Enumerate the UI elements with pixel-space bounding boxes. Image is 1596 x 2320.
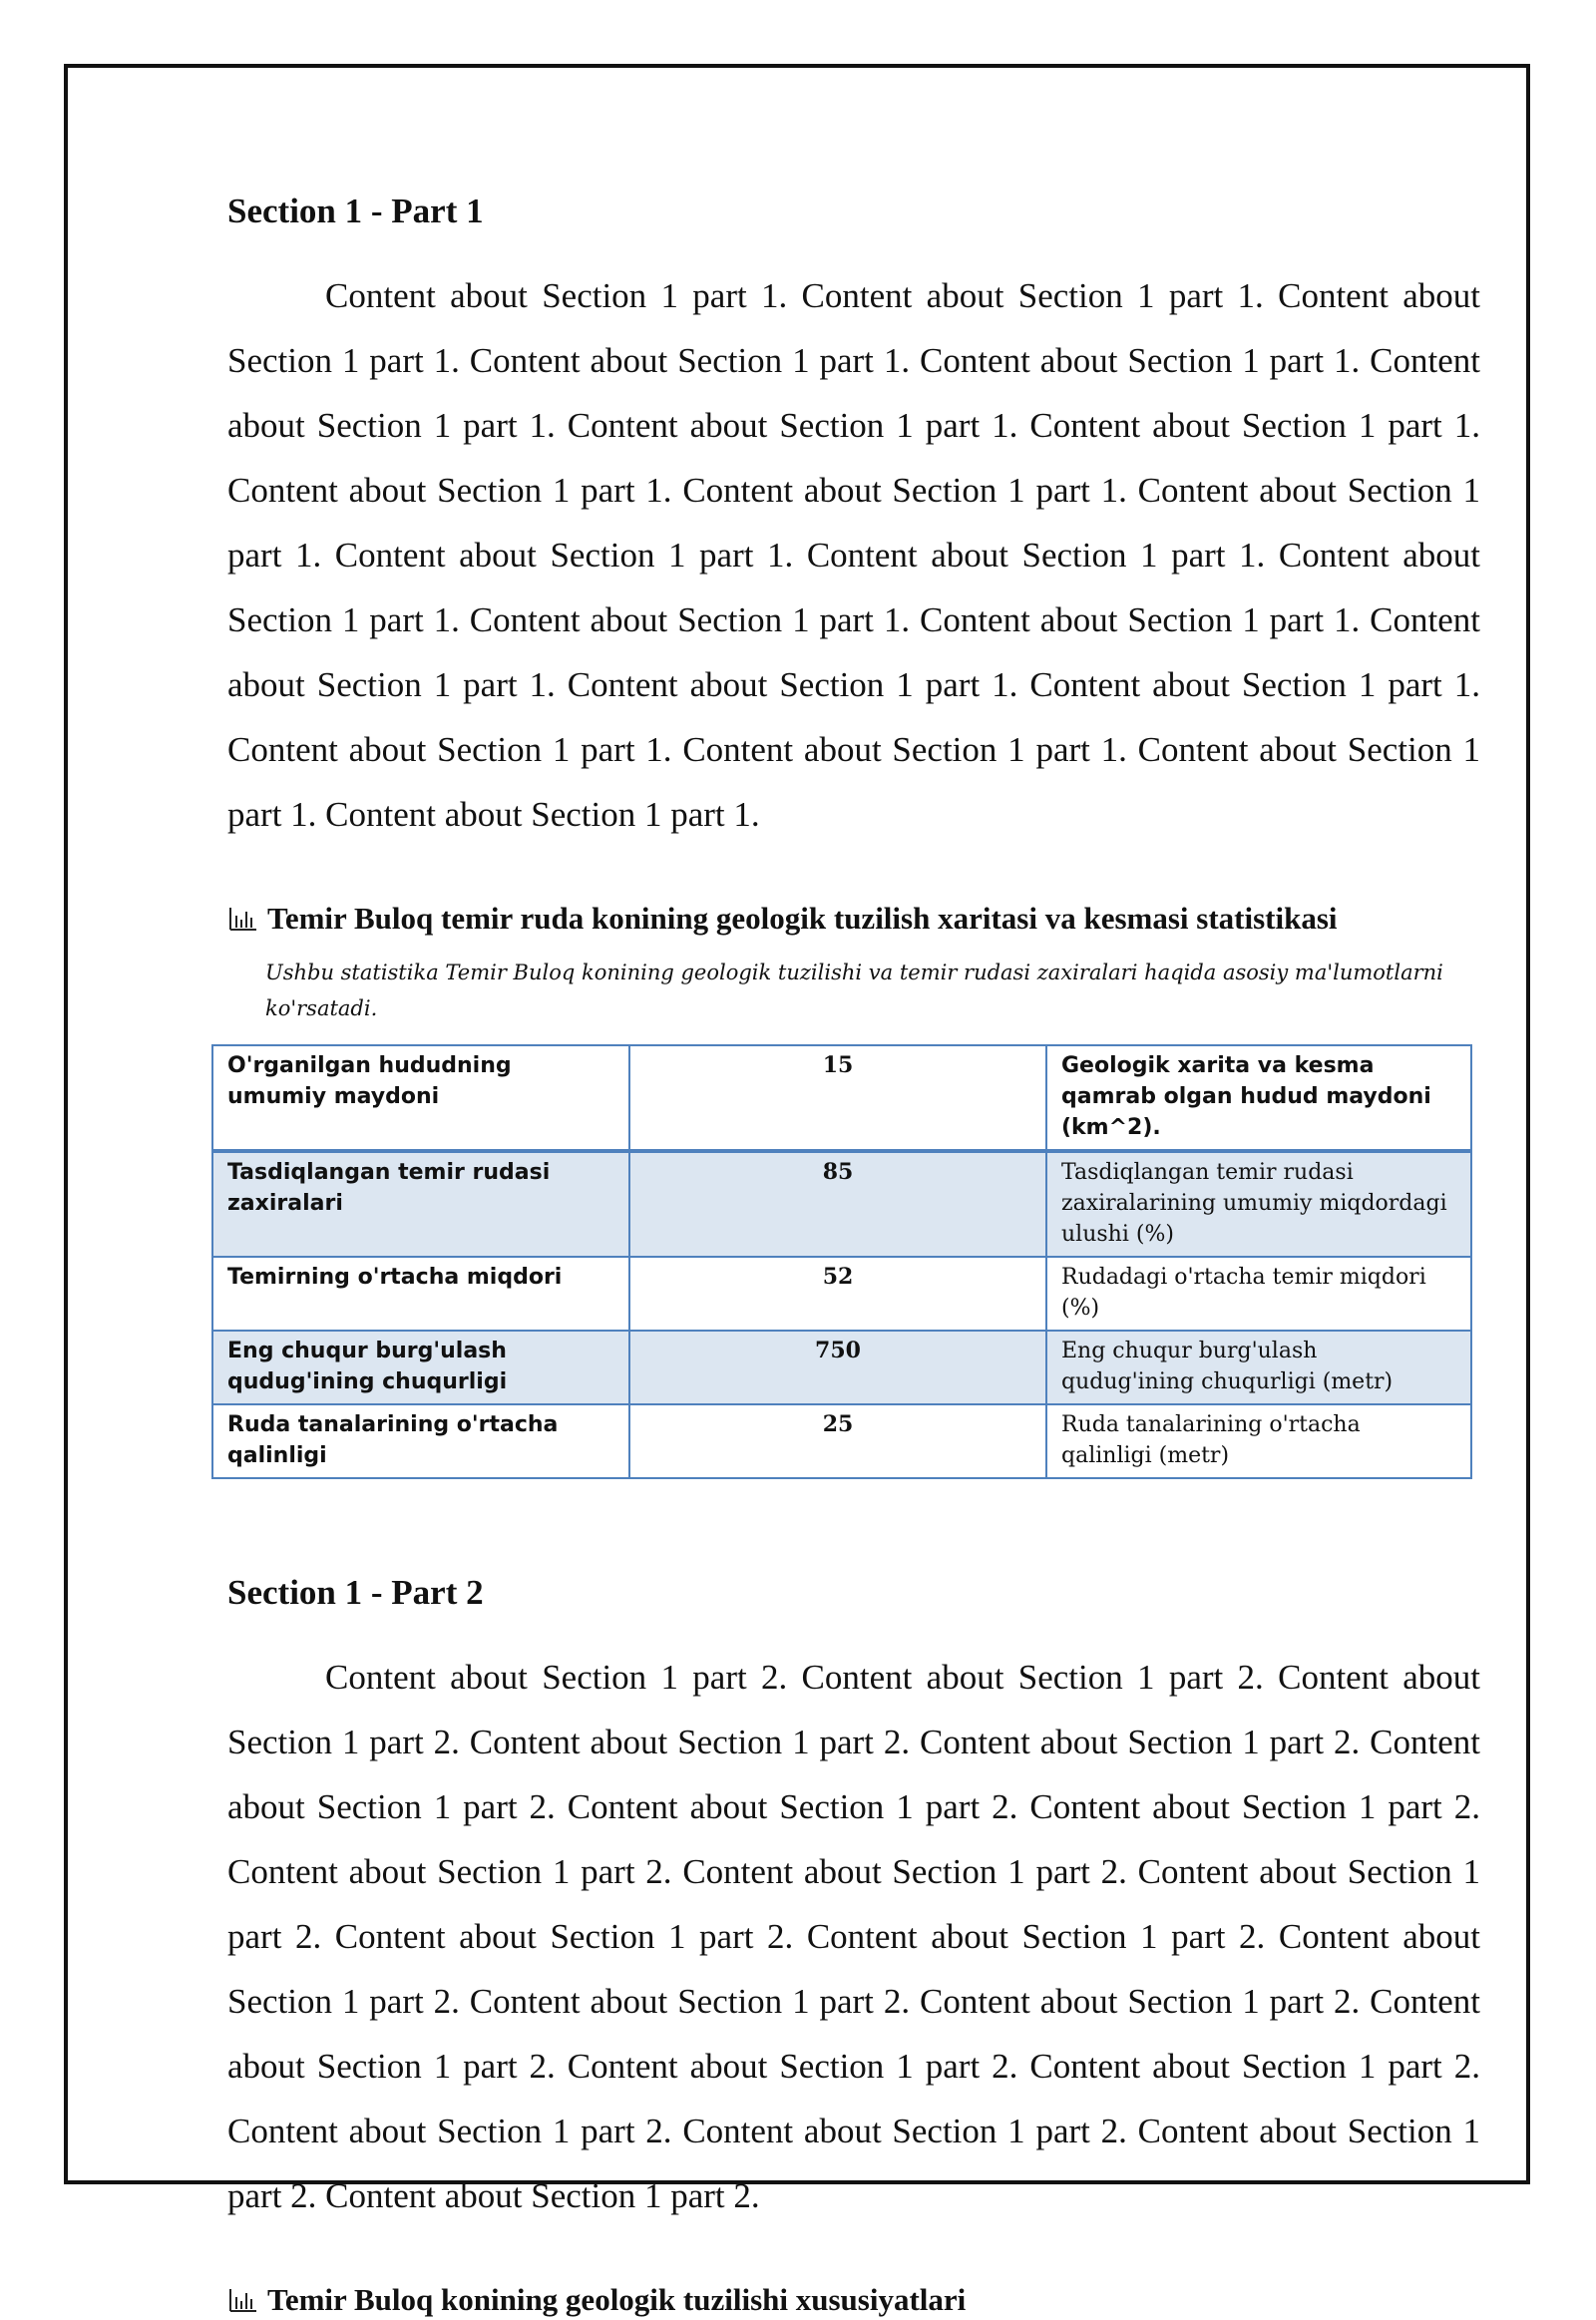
row-label: Ruda tanalarining o'rtacha qalinligi — [212, 1404, 629, 1478]
row-label: Tasdiqlangan temir rudasi zaxiralari — [212, 1151, 629, 1257]
section-paragraph-part-1: Content about Section 1 part 1. Content about Section 1 part 1. Content about Section 1 part 1. Content about Section 1 part 1. Content about Section 1 part 1. Content about Section 1 part 1. Content about Section 1 part 1. Content about Section 1 part 1. Content about Section 1 part 1. Content about Section 1 part 1. Content about Section 1 part 1. Content about Section 1 part 1. Content about Section 1 part 1. Content about Section 1 part 1. Content about Section 1 part 1. Content about Section 1 part 1. Content about Section 1 part 1. Content about Section 1 part 1. Content about Section 1 part 1. Content about Section 1 part 1. Content about Section 1 part 1. Content about Section 1 part 1. Content about Section 1 part 1. — [227, 276, 1480, 834]
stats-title-2 — [227, 2280, 1480, 2320]
table-row — [212, 1045, 1471, 1151]
row-label: O'rganilgan hududning umumiy maydoni — [212, 1045, 629, 1151]
row-note: Ruda tanalarining o'rtacha qalinligi (metr) — [1046, 1404, 1471, 1478]
row-value: 52 — [629, 1257, 1046, 1331]
row-note: Eng chuqur burg'ulash qudug'ining chuqurligi (metr) — [1046, 1331, 1471, 1404]
row-label: Temirning o'rtacha miqdori — [212, 1257, 629, 1331]
table-row — [212, 1404, 1471, 1478]
row-note: Tasdiqlangan temir rudasi zaxiralarining umumiy miqdordagi ulushi (%) — [1046, 1151, 1471, 1257]
row-value: 85 — [629, 1151, 1046, 1257]
stats-description: Ushbu statistika Temir Buloq konining geologik tuzilishi va temir rudasi zaxiralari haqida asosiy ma'lumotlarni ko'rsatadi. — [265, 961, 1443, 1020]
stats-table — [211, 1044, 1472, 1479]
table-row — [212, 1151, 1471, 1257]
section-paragraph-part-2: Content about Section 1 part 2. Content about Section 1 part 2. Content about Section 1 part 2. Content about Section 1 part 2. Content about Section 1 part 2. Content about Section 1 part 2. Content about Section 1 part 2. Content about Section 1 part 2. Content about Section 1 part 2. Content about Section 1 part 2. Content about Section 1 part 2. Content about Section 1 part 2. Content about Section 1 part 2. Content about Section 1 part 2. Content about Section 1 part 2. Content about Section 1 part 2. Content about Section 1 part 2. Content about Section 1 part 2. Content about Section 1 part 2. Content about Section 1 part 2. Content about Section 1 part 2. Content about Section 1 part 2. Content about Section 1 part 2. — [227, 1658, 1480, 2215]
row-value: 750 — [629, 1331, 1046, 1404]
row-label: Eng chuqur burg'ulash qudug'ining chuqurligi — [212, 1331, 629, 1404]
section-heading-part-2: Section 1 - Part 2 — [227, 1573, 484, 1612]
row-value: 15 — [629, 1045, 1046, 1151]
row-note: Geologik xarita va kesma qamrab olgan hudud maydoni (km^2). — [1046, 1045, 1471, 1151]
bar-chart-icon — [227, 906, 257, 932]
document-body — [227, 190, 1480, 2320]
stats-title-text: Temir Buloq temir ruda konining geologik tuzilish xaritasi va kesmasi statistikasi — [267, 901, 1338, 936]
table-row — [212, 1257, 1471, 1331]
stats-title-1 — [227, 899, 1480, 939]
stats-title-text: Temir Buloq konining geologik tuzilishi xususiyatlari — [267, 2282, 967, 2317]
bar-chart-icon — [227, 2287, 257, 2313]
row-value: 25 — [629, 1404, 1046, 1478]
section-heading-part-1: Section 1 - Part 1 — [227, 192, 484, 230]
row-note: Rudadagi o'rtacha temir miqdori (%) — [1046, 1257, 1471, 1331]
table-row — [212, 1331, 1471, 1404]
